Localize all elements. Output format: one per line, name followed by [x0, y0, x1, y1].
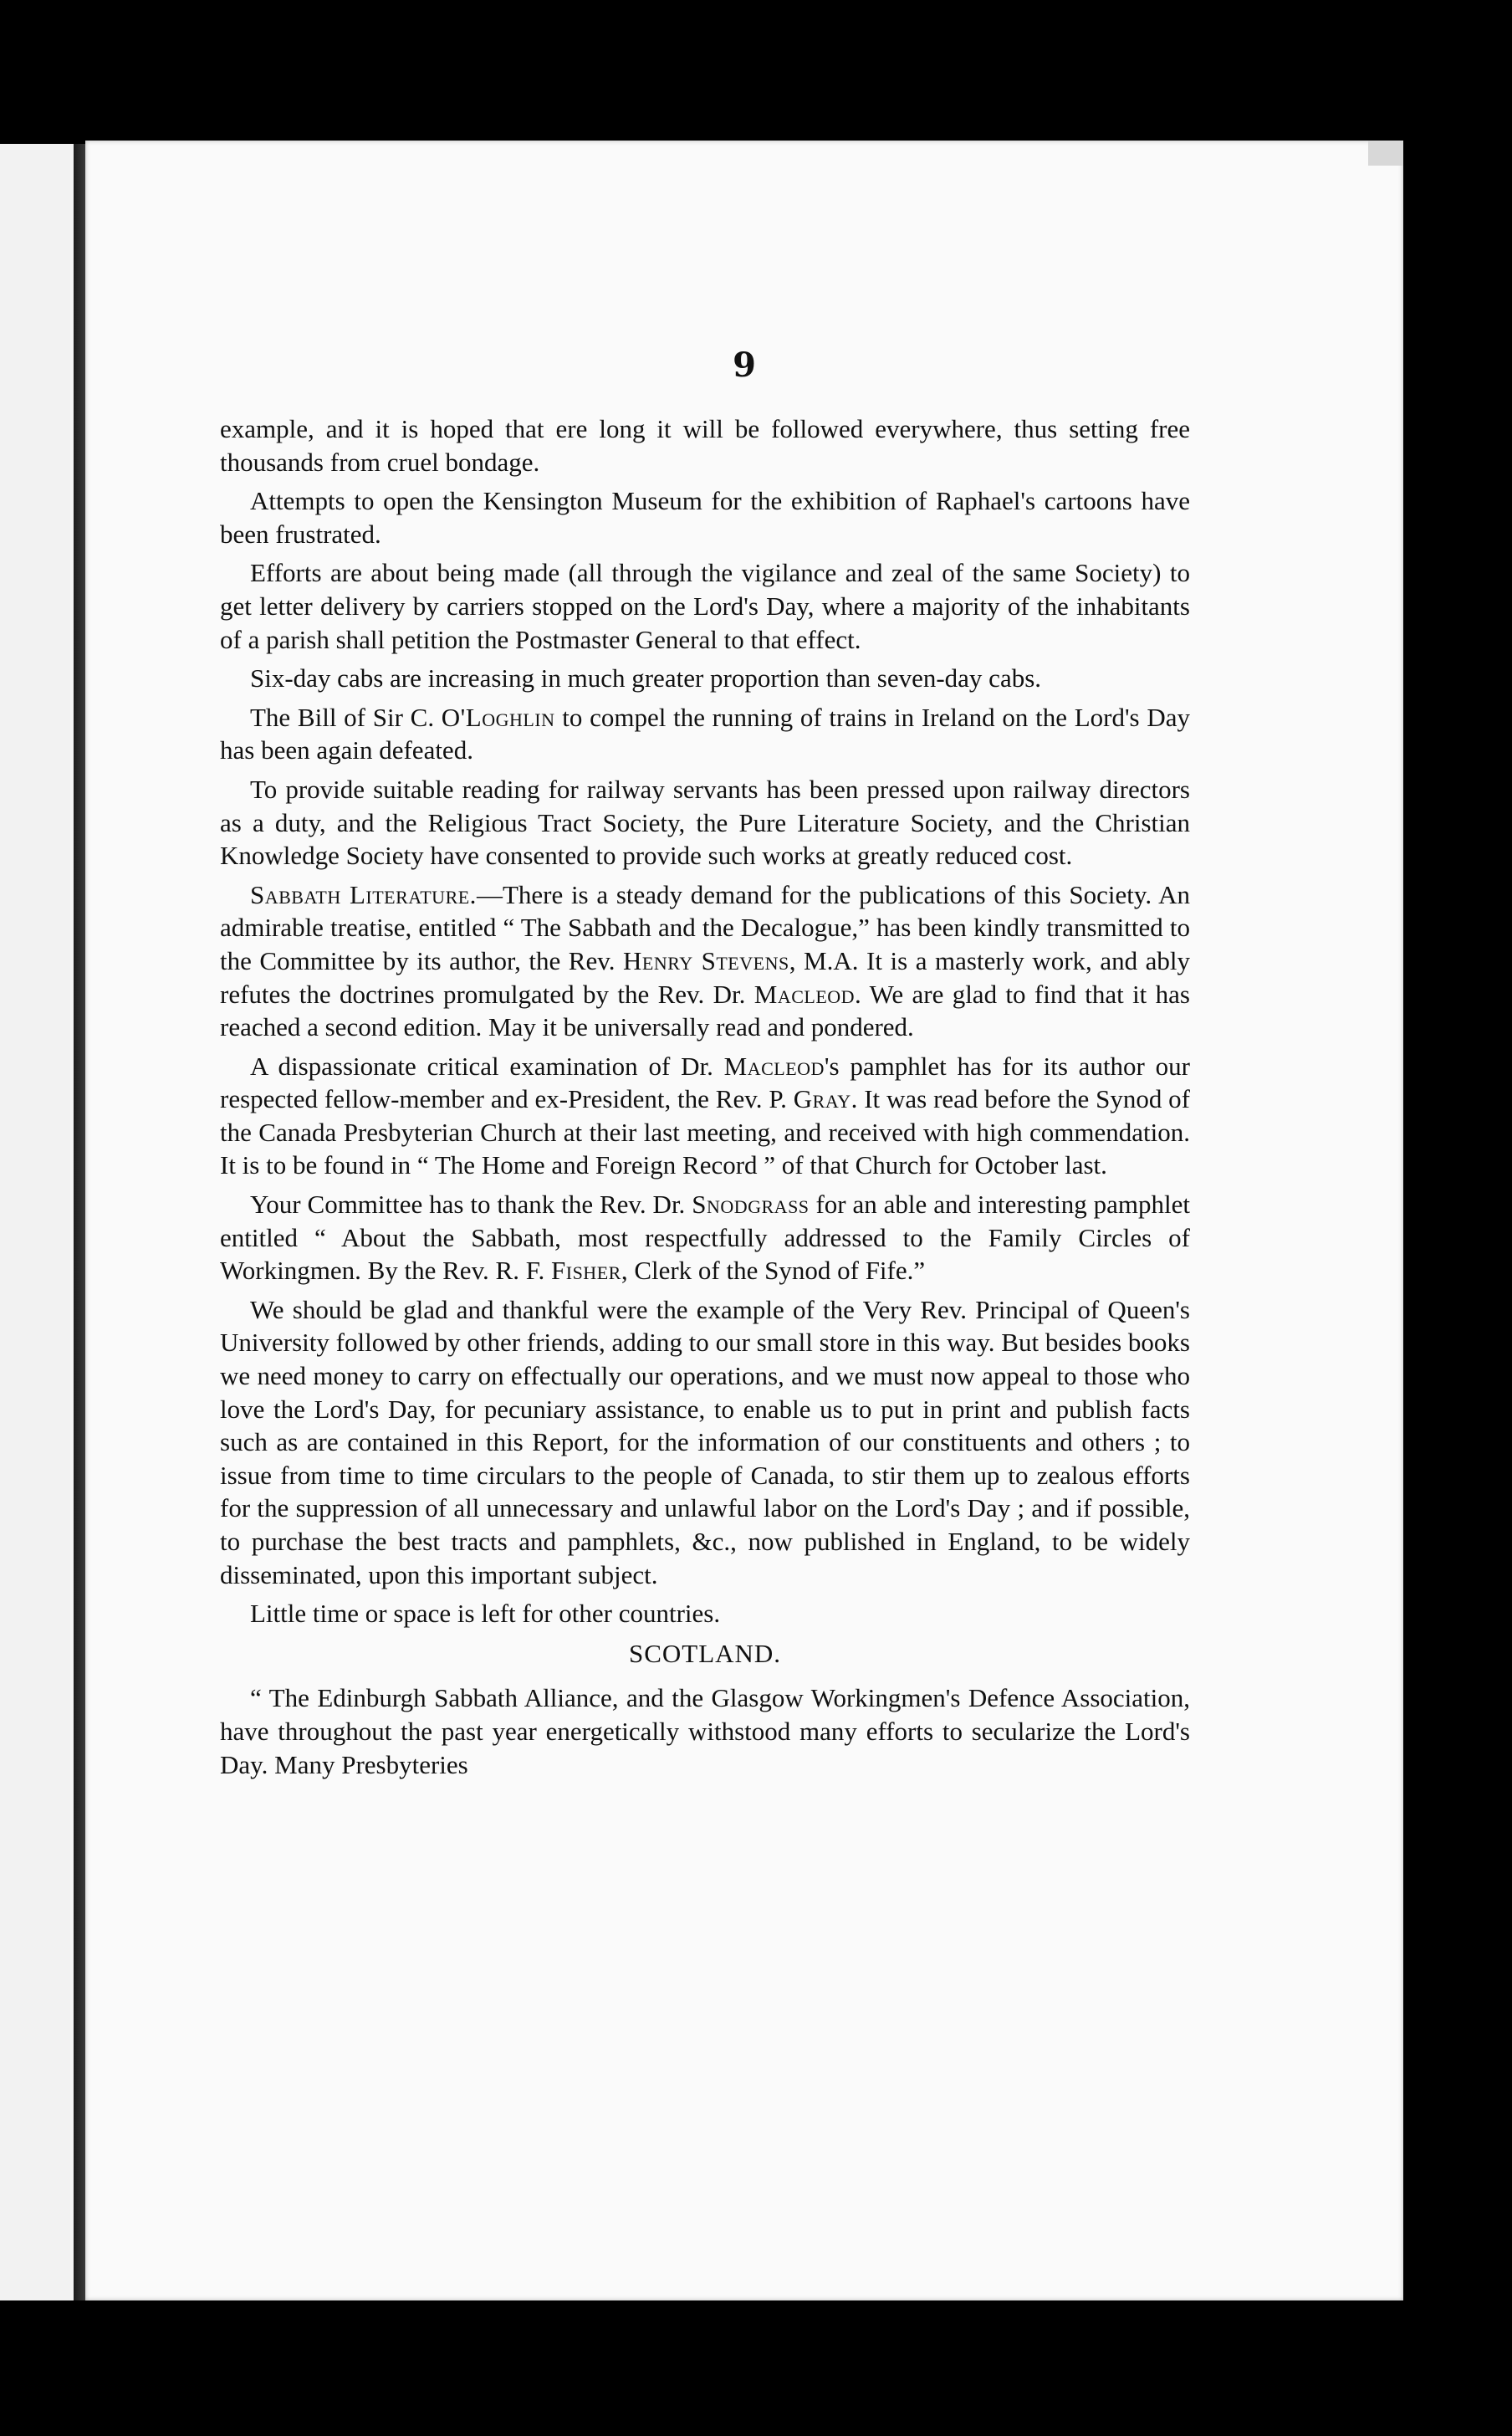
- text-run: A dispassionate critical examination of Dr.: [250, 1051, 724, 1081]
- paragraph: Little time or space is left for other countries.: [250, 1599, 721, 1629]
- text-run: Your Committee has to thank the Rev. Dr.: [250, 1190, 692, 1220]
- paragraph: example, and it is hoped that ere long it will be followed everywhere, thus setting free thousands from cruel bondage.: [220, 414, 1190, 477]
- person-name: Macleod: [753, 979, 856, 1009]
- facing-page-edge: [0, 144, 74, 2300]
- paragraph: We should be glad and thankful were the example of the Very Rev. Principal of Queen's University followed by other friends, adding to our small store in this way. But besides books we need money to carry on effectually our operations, and we must now appeal to those who love the Lord's Day, for pecuniary assistance, to enable us to put in print and publish facts such as are contained in this Report, for the information of our constituents and others ; to issue from time to time circulars to the people of Canada, to stir them up to zealous efforts for the suppression of all unnecessary and unlawful labor on the Lord's Day ; and if possible, to purchase the best tracts and pamphlets, &c., now published in England, to be widely disseminated, upon this important subject.: [220, 1294, 1190, 1589]
- text-run: , M.A. It is a masterly work, and ably refutes the doctrines promulgated by the Rev. Dr.: [220, 945, 1190, 1009]
- paragraph: Six-day cabs are increasing in much greater proportion than seven-day cabs.: [250, 663, 1042, 693]
- text-run: . We are glad to find that it has reached a second edition. May it be universally read and pondered.: [220, 979, 1190, 1042]
- person-name: Snodgrass: [692, 1190, 810, 1220]
- person-name: Fisher: [551, 1256, 621, 1286]
- paragraph: [220, 1188, 1190, 1287]
- page-number: 9: [733, 345, 756, 385]
- paragraph: [220, 1050, 1190, 1182]
- person-name: Gray: [793, 1084, 851, 1114]
- text-run: . It was read before the Synod of the Canada Presbyterian Church at their last meeting, and received with high commendation. It is to be found in “ The Home and Foreign Record ” of that Church for October last.: [220, 1084, 1191, 1180]
- page-body: [220, 412, 1190, 1787]
- book-page: [85, 141, 1403, 2300]
- section-heading: SCOTLAND.: [628, 1638, 782, 1668]
- page-corner: [1368, 141, 1403, 166]
- text-run: 's pamphlet has for its author our respected fellow-member and ex-President, the Rev. P.: [220, 1051, 1190, 1114]
- text-run: for an able and interesting pamphlet entitled “ About the Sabbath, most respectfully addressed to the Family Circles of Workingmen. By the Rev. R. F.: [220, 1190, 1190, 1286]
- person-name: Henry Stevens: [623, 945, 789, 975]
- paragraph: To provide suitable reading for railway servants has been pressed upon railway directors as a duty, and the Religious Tract Society, the Pure Literature Society, and the Christian Knowledge Society have consented to provide such works at greatly reduced cost.: [220, 774, 1190, 871]
- paragraph: [220, 878, 1190, 1044]
- book-gutter: [74, 144, 85, 2300]
- paragraph: Attempts to open the Kensington Museum for the exhibition of Raphael's cartoons have been frustrated.: [220, 486, 1190, 549]
- person-name: O'Loghlin: [441, 702, 555, 732]
- text-run: —There is a steady demand for the publications of this Society. An admirable treatise, entitled “ The Sabbath and the Decalogue,” has been kindly transmitted to the Committee by its author, the Rev.: [220, 879, 1191, 975]
- person-name: Macleod: [723, 1051, 825, 1081]
- paragraph: “ The Edinburgh Sabbath Alliance, and the Glasgow Workingmen's Defence Association, have throughout the past year energetically withstood many efforts to secularize the Lord's Day. Many Presbyteries: [220, 1683, 1190, 1779]
- text-run: , Clerk of the Synod of Fife.”: [621, 1256, 926, 1286]
- text-run: The Bill of Sir C.: [250, 702, 442, 732]
- paragraph: [220, 701, 1190, 767]
- section-lead: Sabbath Literature.: [250, 879, 477, 909]
- paragraph: Efforts are about being made (all through the vigilance and zeal of the same Society) to get letter delivery by carriers stopped on the Lord's Day, where a majority of the inhabitants of a parish shall petition the Postmaster General to that effect.: [220, 558, 1190, 654]
- text-run: to compel the running of trains in Ireland on the Lord's Day has been again defeated.: [220, 702, 1190, 765]
